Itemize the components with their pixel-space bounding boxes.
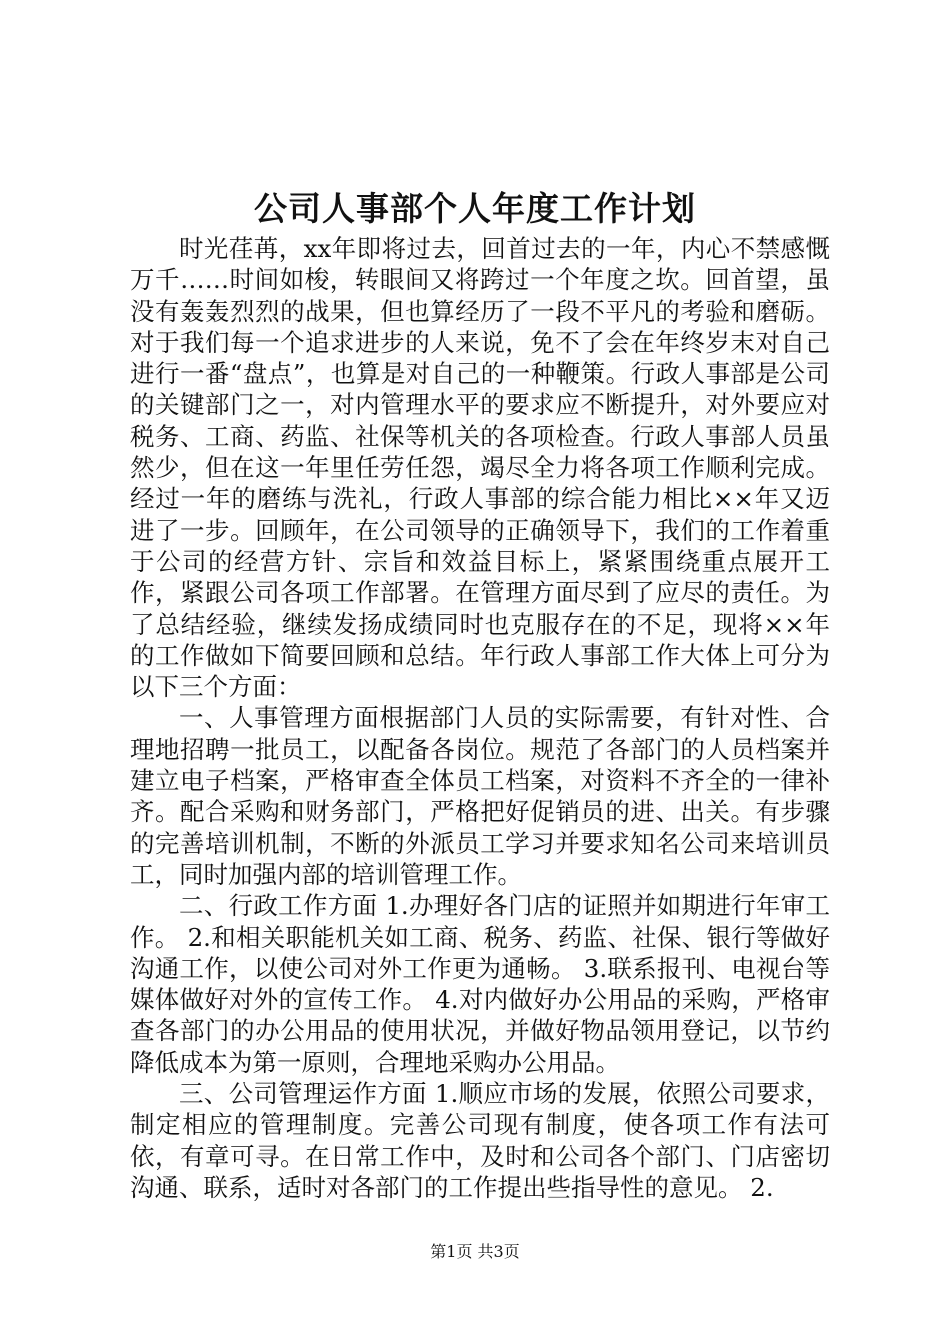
paragraph-personnel-management: 一、人事管理方面根据部门人员的实际需要，有针对性、合理地招聘一批员工，以配备各岗位。规范了各部门的人员档案并建立电子档案，严格审查全体员工档案，对资料不齐全的一律补齐。配合采购和财务部门，严格把好促销员的进、出关。有步骤的完善培训机制，不断的外派员工学习并要求知名公司来培训员工，同时加强内部的培训管理工作。 — [130, 703, 830, 889]
paragraph-intro: 时光荏苒，xx年即将过去，回首过去的一年，内心不禁感慨万千……时间如梭，转眼间又将跨过一个年度之坎。回首望，虽没有轰轰烈烈的战果，但也算经历了一段不平凡的考验和磨砺。对于我们每一个追求进步的人来说，免不了会在年终岁末对自己进行一番“盘点”，也算是对自己的一种鞭策。行政人事部是公司的关键部门之一，对内管理水平的要求应不断提升，对外要应对税务、工商、药监、社保等机关的各项检查。行政人事部人员虽然少，但在这一年里任劳任怨，竭尽全力将各项工作顺利完成。经过一年的磨练与洗礼，行政人事部的综合能力相比××年又迈进了一步。回顾年，在公司领导的正确领导下，我们的工作着重于公司的经营方针、宗旨和效益目标上，紧紧围绕重点展开工作，紧跟公司各项工作部署。在管理方面尽到了应尽的责任。为了总结经验，继续发扬成绩同时也克服存在的不足，现将××年的工作做如下简要回顾和总结。年行政人事部工作大体上可分为以下三个方面： — [130, 234, 830, 702]
paragraph-administrative-work: 二、行政工作方面 1.办理好各门店的证照并如期进行年审工作。 2.和相关职能机关如工商、税务、药监、社保、银行等做好沟通工作，以使公司对外工作更为通畅。 3.联系报刊、电视台等媒体做好对外的宣传工作。 4.对内做好办公用品的采购，严格审查各部门的办公用品的使用状况，并做好物品领用登记，以节约降低成本为第一原则，合理地采购办公用品。 — [130, 891, 830, 1077]
document-title: 公司人事部个人年度工作计划 — [254, 189, 696, 228]
paragraph-company-management: 三、公司管理运作方面 1.顺应市场的发展，依照公司要求，制定相应的管理制度。完善公司现有制度，使各项工作有法可依，有章可寻。在日常工作中，及时和公司各个部门、门店密切沟通、联系，适时对各部门的工作提出些指导性的意见。 2. — [130, 1079, 830, 1202]
page-footer: 第1页 共3页 — [430, 1242, 520, 1261]
document-body — [130, 233, 830, 1203]
